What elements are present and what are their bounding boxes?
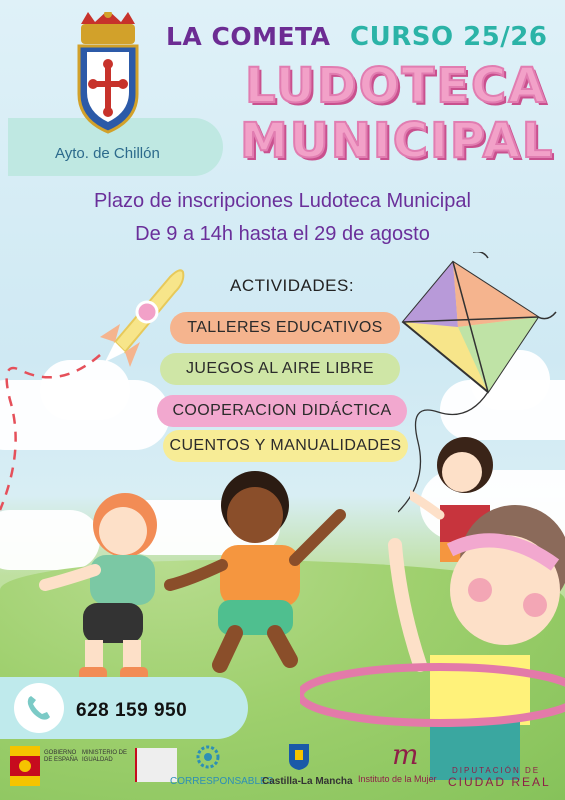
logo-gobierno: GOBIERNO DE ESPAÑA bbox=[44, 750, 78, 763]
phone-icon-badge bbox=[14, 683, 64, 733]
main-title-line1: LUDOTECA bbox=[245, 58, 548, 114]
town-label: Ayto. de Chillón bbox=[55, 145, 160, 162]
activities-heading: ACTIVIDADES: bbox=[230, 276, 355, 295]
activity-item: COOPERACION DIDÁCTICA bbox=[157, 395, 407, 427]
spain-government-logo bbox=[10, 746, 40, 786]
course-label: CURSO 25/26 bbox=[350, 22, 548, 52]
activity-item: CUENTOS Y MANUALIDADES bbox=[163, 430, 408, 462]
corresponsables-logo-icon bbox=[193, 742, 223, 772]
logo-diputacion: DIPUTACIÓN DE bbox=[452, 766, 541, 775]
castilla-la-mancha-logo-icon bbox=[287, 740, 311, 770]
logo-instituto-mujer: Instituto de la Mujer bbox=[358, 774, 437, 784]
coat-of-arms-icon bbox=[73, 12, 143, 142]
logo-instituto-mujer-mark: m bbox=[392, 738, 419, 771]
girl-running-illustration bbox=[35, 485, 175, 685]
phone-number[interactable]: 628 159 950 bbox=[76, 700, 188, 721]
brand-title: LA COMETA bbox=[166, 22, 331, 51]
sponsor-logos bbox=[0, 740, 565, 800]
phone-icon bbox=[14, 683, 64, 733]
schedule-info: De 9 a 14h hasta el 29 de agosto bbox=[135, 223, 430, 245]
logo-castilla-la-mancha: Castilla-La Mancha bbox=[262, 776, 353, 787]
activity-item: JUEGOS AL AIRE LIBRE bbox=[160, 353, 400, 385]
activity-item: TALLERES EDUCATIVOS bbox=[170, 312, 400, 344]
logo-ciudad-real: CIUDAD REAL bbox=[448, 775, 551, 789]
logo-ministerio: MINISTERIO DE IGUALDAD bbox=[82, 750, 128, 763]
registration-info: Plazo de inscripciones Ludoteca Municipal bbox=[94, 190, 471, 212]
main-title-line2: MUNICIPAL bbox=[240, 113, 555, 169]
logo-corresponsables: CORRESPONSABLES bbox=[170, 776, 274, 787]
